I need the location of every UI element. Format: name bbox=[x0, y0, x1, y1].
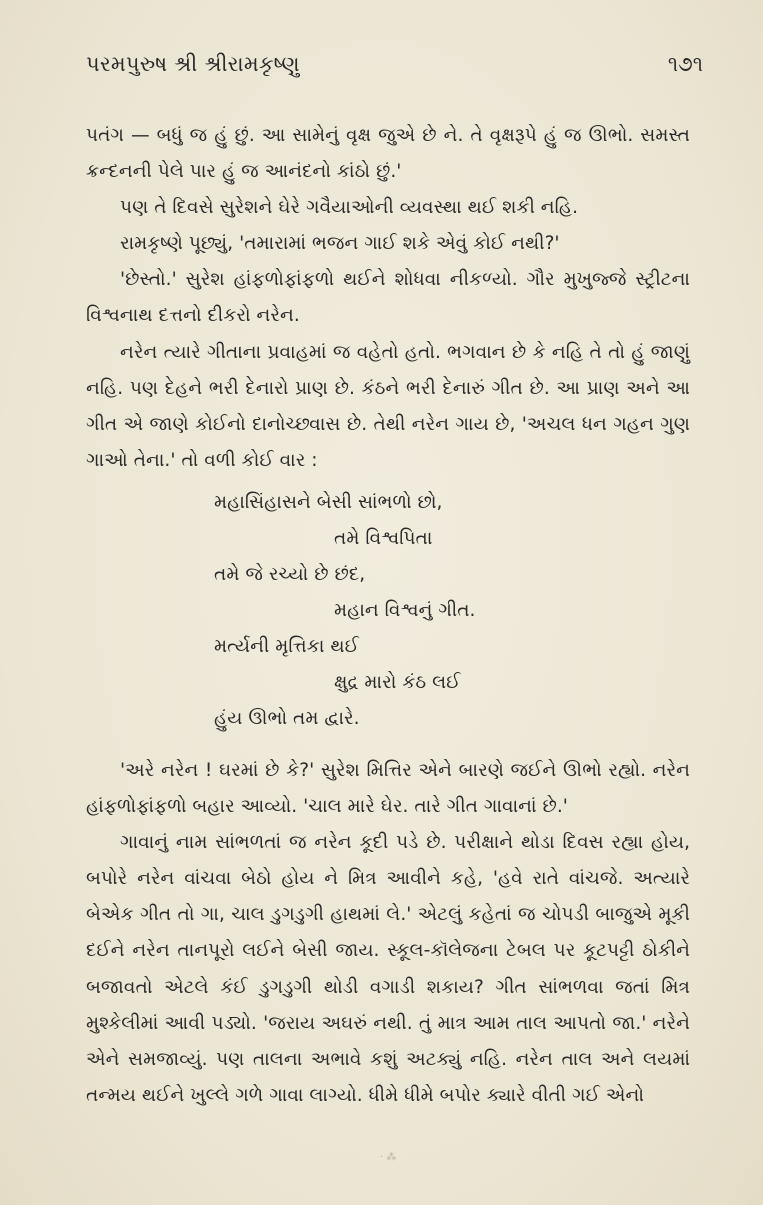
page-number: ૧૭૧ bbox=[667, 52, 703, 76]
poem-line: મહાસિંહાસને બેસી સાંભળો છો, bbox=[214, 491, 443, 513]
poem-line: મહાન વિશ્વનું ગીત. bbox=[334, 599, 476, 621]
running-title: પરમપુરુષ શ્રી શ્રીરામકૃષ્ણુ bbox=[86, 52, 300, 76]
paragraph: 'છેસ્તો.' સુરેશ હાંફળોફાંફળો થઈને શોધવા નીકળ્યો. ગૌર મુખુજ્જે સ્ટ્રીટના વિશ્વનાથ દત્તનો દીકરો નરેન. bbox=[86, 269, 690, 327]
poem-line: મર્ત્યની મૃત્તિકા થઈ bbox=[214, 635, 359, 657]
poem-line: ક્ષુદ્ર મારો કંઠ લઈ bbox=[334, 671, 461, 693]
page-smudge: · ⁂ bbox=[380, 1152, 397, 1163]
poem-line: હુંય ઊભો તમ દ્વારે. bbox=[214, 707, 360, 729]
paragraph: પતંગ — બધું જ હું છું. આ સામેનું વૃક્ષ જુએ છે ને. તે વૃક્ષરૂપે હું જ ઊભો. સમસ્ત ક્રન્દનની પેલે પાર હું જ આનંદનો કાંઠો છું.' bbox=[86, 125, 690, 183]
paragraph: પણ તે દિવસે સુરેશને ઘેરે ગવૈયાઓની વ્યવસ્થા થઈ શકી નહિ. bbox=[120, 197, 578, 219]
running-head bbox=[86, 52, 703, 84]
paragraph: 'અરે નરેન ! ઘરમાં છે કે?' સુરેશ મિત્તિર એને બારણે જઈને ઊભો રહ્યો. નરેન હાંફળોફાંફળો બહાર આવ્યો. 'ચાલ મારે ઘેર. તારે ગીત ગાવાનાં છે.' bbox=[86, 759, 690, 818]
paragraph: નરેન ત્યારે ગીતાના પ્રવાહમાં જ વહેતો હતો. ભગવાન છે કે નહિ તે તો હું જાણું નહિ. પણ દેહને ભરી દેનારો પ્રાણ છે. કંઠને ભરી દેનારું ગીત છે. આ પ્રાણ અને આ ગીત એ જાણે કોઈનો દાનોચ્છ્વાસ છે. તેથી નરેન ગાય છે, 'અચલ ધન ગહન ગુણ ગાઓ તેના.' તો વળી કોઈ વાર : bbox=[86, 341, 690, 471]
poem-line: તમે જે રચ્યો છે છંદ, bbox=[214, 563, 366, 585]
paragraph: ગાવાનું નામ સાંભળતાં જ નરેન કૂદી પડે છે. પરીક્ષાને થોડા દિવસ રહ્યા હોય, બપોરે નરેન વાંચવા બેઠો હોય ને મિત્ર આવીને કહે, 'હવે રાતે વાંચજે. અત્યારે બેએક ગીત તો ગા, ચાલ ડુગડુગી હાથમાં લે.' એટલું કહેતાં જ ચોપડી બાજુએ મૂકી દઈને નરેન તાનપૂરો લઈને બેસી જાય. સ્કૂલ-કૉલેજના ટેબલ પર કૂટપટ્ટી ઠોકીને બજાવતો એટલે કંઈ ડુગડુગી થોડી વગાડી શકાય? ગીત સાંભળવા જતાં મિત્ર મુશ્કેલીમાં આવી પડ્યો. 'જરાય અઘરું નથી. તું માત્ર આમ તાલ આપતો જા.' નરેને એને સમજાવ્યું. પણ તાલના અભાવે કશું અટક્યું નહિ. નરેન તાલ અને લયમાં તન્મય થઈને ખુલ્લે ગળે ગાવા લાગ્યો. ધીમે ધીમે બપોર ક્યારે વીતી ગઈ એનો bbox=[86, 832, 690, 1106]
poem-line: તમે વિશ્વપિતા bbox=[334, 527, 433, 549]
paragraph: રામકૃષ્ણે પૂછ્યું, 'તમારામાં ભજન ગાઈ શકે એવું કોઈ નથી?' bbox=[120, 233, 560, 255]
body-text bbox=[86, 118, 690, 1114]
poem bbox=[86, 485, 690, 729]
